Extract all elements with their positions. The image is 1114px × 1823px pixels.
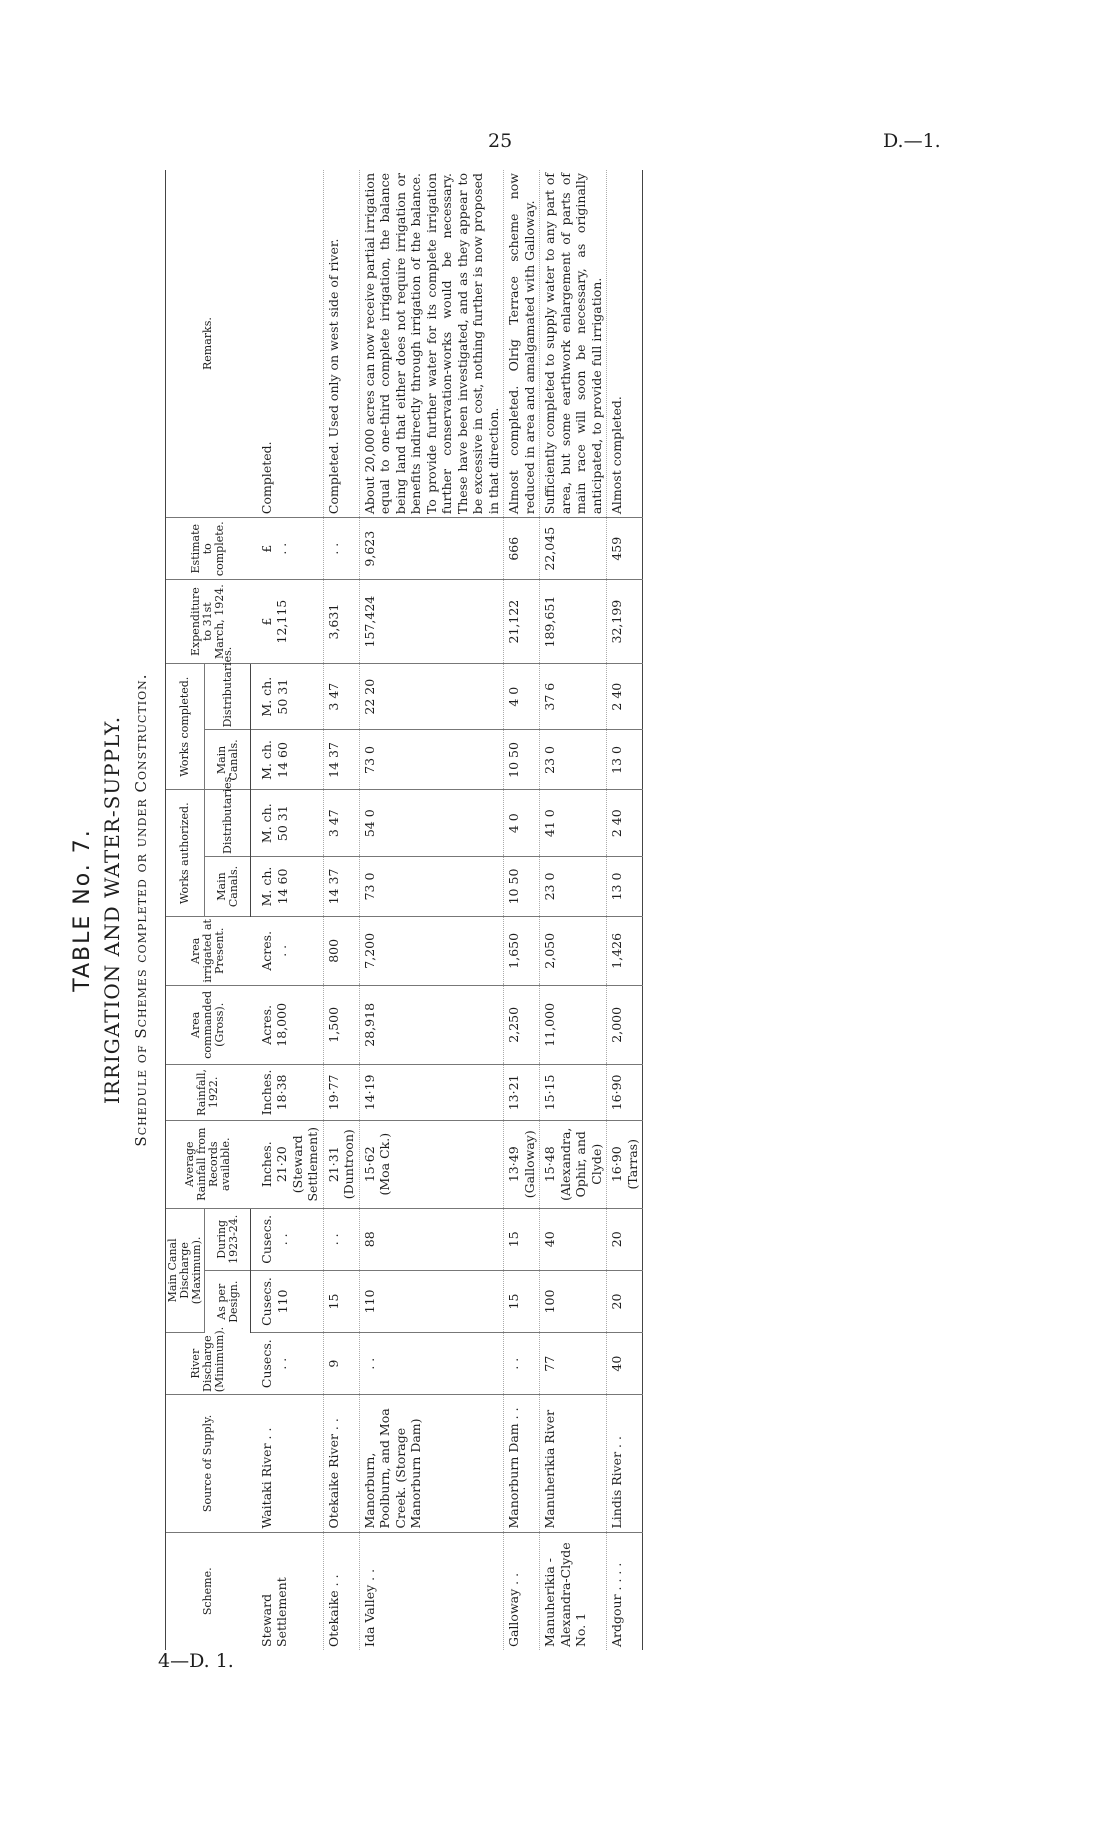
- cell-expenditure: £ 12,115: [251, 580, 324, 664]
- table-row: [359, 170, 504, 1650]
- cell-remarks: Sufficiently completed to supply water to any part of area, but some earthwork enlargement of parts of main race will soon be necessary, as originally anticipated, to provide full irrigation.: [540, 170, 607, 518]
- cell-rainfall-1922: 14·19: [359, 1065, 504, 1121]
- cell-rainfall-1922: 19·77: [323, 1065, 359, 1121]
- cell-authorized-main-canals: 73 0: [359, 856, 504, 916]
- cell-authorized-main-canals: 10 50: [504, 856, 540, 916]
- cell-authorized-distributaries: 4 0: [504, 790, 540, 857]
- cell-river-discharge: Cusecs. . .: [251, 1333, 324, 1395]
- cell-rainfall-1922: 13·21: [504, 1065, 540, 1121]
- cell-average-rainfall: 16·90 (Tarras): [607, 1120, 643, 1208]
- cell-completed-main-canals: 73 0: [359, 730, 504, 790]
- cell-river-discharge: 77: [540, 1333, 607, 1395]
- cell-remarks: About 20,000 acres can now receive partial irrigation equal to one-third complete irrigation, the balance being land that either does not require irrigation or benefits indirectly through irrigation of the balance. To provide further water for its complete irrigation further conservation-works would be necessary. These have been investigated, and as they appear to be excessive in cost, nothing further is now proposed in that direction.: [359, 170, 504, 518]
- cell-authorized-main-canals: 13 0: [607, 856, 643, 916]
- page-number: 25: [488, 130, 513, 152]
- cell-source: Manuherikia River: [540, 1395, 607, 1532]
- cell-remarks: Completed.: [251, 170, 324, 518]
- table-subtitle: IRRIGATION AND WATER-SUPPLY.: [100, 715, 124, 1105]
- cell-average-rainfall: 15·62 (Moa Ck.): [359, 1120, 504, 1208]
- cell-design-discharge: 15: [504, 1270, 540, 1332]
- cell-discharge-1923-24: 88: [359, 1208, 504, 1270]
- cell-area-irrigated: 7,200: [359, 917, 504, 986]
- cell-source: Manorburn, Poolburn, and Moa Creek. (Storage Manorburn Dam): [359, 1395, 504, 1532]
- cell-source: Otekaike River . .: [323, 1395, 359, 1532]
- cell-area-commanded: 2,250: [504, 985, 540, 1064]
- cell-area-commanded: Acres. 18,000: [251, 985, 324, 1064]
- cell-scheme: Ida Valley . .: [361, 1568, 377, 1647]
- cell-estimate: 22,045: [540, 518, 607, 580]
- cell-design-discharge: 20: [607, 1270, 643, 1332]
- cell-scheme: Galloway . .: [506, 1572, 521, 1647]
- table-row: [504, 170, 540, 1650]
- cell-area-irrigated: 1,426: [607, 917, 643, 986]
- cell-average-rainfall: 15·48 (Alexandra, Ophir, and Clyde): [540, 1120, 607, 1208]
- header-rainfall-1922: Rainfall, 1922.: [166, 1065, 251, 1121]
- cell-average-rainfall: 13·49 (Galloway): [504, 1120, 540, 1208]
- cell-completed-distributaries: 22 20: [359, 663, 504, 729]
- cell-design-discharge: 100: [540, 1270, 607, 1332]
- cell-completed-distributaries: 4 0: [504, 663, 540, 729]
- schemes-table: [165, 170, 643, 1650]
- header-scheme: Scheme.: [166, 1532, 251, 1650]
- header-main-canal-discharge: Main Canal Discharge (Maximum).: [166, 1208, 205, 1332]
- cell-rainfall-1922: Inches. 18·38: [251, 1065, 324, 1121]
- header-source: Source of Supply.: [166, 1395, 251, 1532]
- cell-completed-main-canals: 13 0: [607, 730, 643, 790]
- cell-area-commanded: 28,918: [359, 985, 504, 1064]
- cell-design-discharge: Cusecs. 110: [251, 1270, 324, 1332]
- header-area-commanded: Area commanded (Gross).: [166, 985, 251, 1064]
- cell-expenditure: 189,651: [540, 580, 607, 664]
- cell-authorized-distributaries: 54 0: [359, 790, 504, 857]
- cell-scheme: Steward Settlement: [258, 1577, 289, 1647]
- header-during-1923-24: During 1923-24.: [205, 1208, 251, 1270]
- cell-average-rainfall: Inches. 21·20 (Steward Settlement): [251, 1120, 324, 1208]
- footer-reference: 4—D. 1.: [158, 1650, 234, 1672]
- cell-area-irrigated: Acres. . .: [251, 917, 324, 986]
- cell-estimate: 459: [607, 518, 643, 580]
- cell-authorized-distributaries: 41 0: [540, 790, 607, 857]
- cell-source: Waitaki River . .: [251, 1395, 324, 1532]
- cell-area-irrigated: 2,050: [540, 917, 607, 986]
- cell-expenditure: 32,199: [607, 580, 643, 664]
- cell-remarks: Almost completed. Olrig Terrace scheme now reduced in area and amalgamated with Galloway.: [504, 170, 540, 518]
- cell-average-rainfall: 21·31 (Duntroon): [323, 1120, 359, 1208]
- header-river-discharge: River Discharge (Minimum).: [166, 1333, 251, 1395]
- cell-authorized-main-canals: 14 37: [323, 856, 359, 916]
- cell-discharge-1923-24: 15: [504, 1208, 540, 1270]
- cell-scheme: Otekaike . .: [325, 1574, 341, 1647]
- cell-river-discharge: . .: [359, 1333, 504, 1395]
- cell-area-irrigated: 1,650: [504, 917, 540, 986]
- cell-discharge-1923-24: 40: [540, 1208, 607, 1270]
- header-area-irrigated: Area irrigated at Present.: [166, 917, 251, 986]
- header-works-completed: Works completed.: [166, 663, 205, 790]
- cell-estimate: 9,623: [359, 518, 504, 580]
- header-estimate: Estimate to complete.: [166, 518, 251, 580]
- cell-authorized-distributaries: M. ch. 50 31: [251, 790, 324, 857]
- header-completed-distributaries: Distributaries.: [205, 663, 251, 729]
- header-as-per-design: As per Design.: [205, 1270, 251, 1332]
- cell-river-discharge: 9: [323, 1333, 359, 1395]
- cell-authorized-main-canals: 23 0: [540, 856, 607, 916]
- rotated-table-page: [70, 170, 940, 1650]
- cell-expenditure: 3,631: [323, 580, 359, 664]
- table-row: [607, 170, 643, 1650]
- table-title: TABLE No. 7.: [70, 828, 95, 992]
- header-completed-main-canals: Main Canals.: [205, 730, 251, 790]
- table-row: [323, 170, 359, 1650]
- cell-estimate: . .: [323, 518, 359, 580]
- cell-completed-distributaries: 37 6: [540, 663, 607, 729]
- cell-area-irrigated: 800: [323, 917, 359, 986]
- cell-scheme: Manuherikia - Alexandra-Clyde No. 1: [542, 1542, 588, 1647]
- cell-discharge-1923-24: 20: [607, 1208, 643, 1270]
- cell-area-commanded: 2,000: [607, 985, 643, 1064]
- cell-estimate: £ . .: [251, 518, 324, 580]
- cell-completed-main-canals: 23 0: [540, 730, 607, 790]
- header-expenditure: Expenditure to 31st March, 1924.: [166, 580, 251, 664]
- document-reference: D.—1.: [883, 130, 941, 152]
- cell-rainfall-1922: 15·15: [540, 1065, 607, 1121]
- cell-river-discharge: 40: [607, 1333, 643, 1395]
- cell-authorized-distributaries: 3 47: [323, 790, 359, 857]
- header-average-rainfall: Average Rainfall from Records available.: [166, 1120, 251, 1208]
- cell-discharge-1923-24: Cusecs. . .: [251, 1208, 324, 1270]
- cell-source: Manorburn Dam . .: [504, 1395, 540, 1532]
- header-authorized-distributaries: Distributaries.: [205, 790, 251, 857]
- cell-design-discharge: 15: [323, 1270, 359, 1332]
- cell-remarks: Almost completed.: [607, 170, 643, 518]
- cell-design-discharge: 110: [359, 1270, 504, 1332]
- cell-completed-main-canals: 14 37: [323, 730, 359, 790]
- cell-completed-distributaries: 3 47: [323, 663, 359, 729]
- cell-completed-distributaries: 2 40: [607, 663, 643, 729]
- cell-rainfall-1922: 16·90: [607, 1065, 643, 1121]
- cell-area-commanded: 1,500: [323, 985, 359, 1064]
- cell-scheme: Ardgour . . . .: [609, 1562, 624, 1647]
- cell-expenditure: 157,424: [359, 580, 504, 664]
- cell-completed-main-canals: M. ch. 14 60: [251, 730, 324, 790]
- table-caption: Schedule of Schemes completed or under Construction.: [132, 673, 150, 1147]
- cell-river-discharge: . .: [504, 1333, 540, 1395]
- cell-discharge-1923-24: . .: [323, 1208, 359, 1270]
- cell-estimate: 666: [504, 518, 540, 580]
- header-remarks: Remarks.: [166, 170, 251, 518]
- cell-authorized-distributaries: 2 40: [607, 790, 643, 857]
- table-row: [540, 170, 607, 1650]
- cell-completed-distributaries: M. ch. 50 31: [251, 663, 324, 729]
- cell-area-commanded: 11,000: [540, 985, 607, 1064]
- cell-expenditure: 21,122: [504, 580, 540, 664]
- cell-completed-main-canals: 10 50: [504, 730, 540, 790]
- cell-remarks: Completed. Used only on west side of river.: [323, 170, 359, 518]
- cell-source: Lindis River . .: [607, 1395, 643, 1532]
- header-works-authorized: Works authorized.: [166, 790, 205, 917]
- header-authorized-main-canals: Main Canals.: [205, 856, 251, 916]
- table-row: [251, 170, 324, 1650]
- cell-authorized-main-canals: M. ch. 14 60: [251, 856, 324, 916]
